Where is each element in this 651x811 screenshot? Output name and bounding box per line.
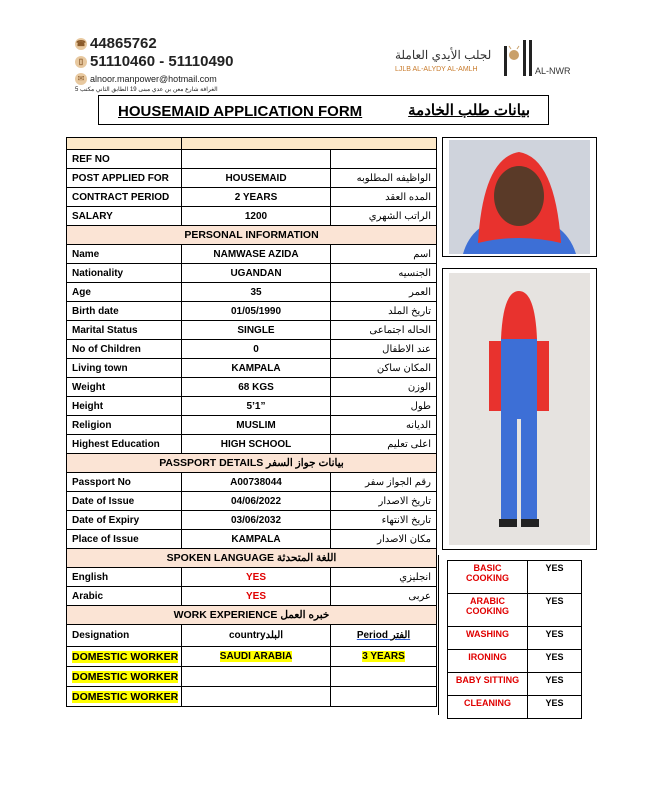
period: 3 YEARS: [362, 651, 405, 662]
phone-icon: ☎: [76, 39, 86, 48]
designation: DOMESTIC WORKER: [72, 690, 179, 703]
field-label-arabic: الجنسيه: [331, 264, 437, 283]
field-value: HIGH SCHOOL: [182, 435, 331, 454]
skill-row: [448, 650, 582, 673]
skill-value: YES: [528, 696, 582, 719]
table-row: [67, 359, 437, 378]
form-title-box: [98, 95, 549, 125]
table-row: [67, 283, 437, 302]
table-row: [67, 568, 437, 587]
field-value: KAMPALA: [182, 359, 331, 378]
table-row: [67, 397, 437, 416]
table-row: [67, 302, 437, 321]
field-value: YES: [182, 587, 331, 606]
field-label-arabic: [331, 150, 437, 169]
contact-info: [75, 35, 234, 93]
col-period: Period الفتر: [331, 625, 437, 647]
skill-value: YES: [528, 561, 582, 594]
form-title-arabic: بيانات طلب الخادمة: [408, 102, 530, 119]
logo-arabic: لجلب الأيدي العاملة: [395, 48, 492, 62]
work-row: [67, 667, 437, 687]
field-label-arabic: تاريخ الانتهاء: [331, 511, 437, 530]
work-row: [67, 647, 437, 667]
skill-label: WASHING: [448, 627, 528, 650]
field-value: KAMPALA: [182, 530, 331, 549]
designation: DOMESTIC WORKER: [72, 650, 179, 663]
table-row: [67, 188, 437, 207]
field-label: POST APPLIED FOR: [67, 169, 182, 188]
field-value: 2 YEARS: [182, 188, 331, 207]
field-value: 03/06/2032: [182, 511, 331, 530]
table-row: [67, 150, 437, 169]
address: الغرافة شارع معن بن عدي مبنى 19 الطابق الثاني مكتب 5: [75, 87, 218, 93]
field-label-arabic: رقم الجواز سفر: [331, 473, 437, 492]
table-row: [67, 530, 437, 549]
field-label: Marital Status: [67, 321, 182, 340]
field-label-arabic: عربى: [331, 587, 437, 606]
mobile-icon: ▯: [75, 56, 87, 68]
field-label-arabic: الحاله اجتماعى: [331, 321, 437, 340]
skill-row: [448, 696, 582, 719]
field-label: Religion: [67, 416, 182, 435]
table-row: [67, 264, 437, 283]
field-label-arabic: العمر: [331, 283, 437, 302]
field-label-arabic: الديانه: [331, 416, 437, 435]
phone: 44865762: [90, 35, 157, 52]
field-value: 5’1”: [182, 397, 331, 416]
field-label-arabic: اسم: [331, 245, 437, 264]
full-body-photo: [442, 268, 597, 550]
section-personal: PERSONAL INFORMATION: [67, 226, 437, 245]
form-title: HOUSEMAID APPLICATION FORM: [118, 103, 363, 120]
skill-row: [448, 673, 582, 696]
field-label: Nationality: [67, 264, 182, 283]
email-icon: ✉: [75, 73, 87, 85]
field-label-arabic: المده العقد: [331, 188, 437, 207]
table-row: [67, 378, 437, 397]
section-language: SPOKEN LANGUAGE اللغة المتحدثة: [67, 549, 437, 568]
field-label-arabic: الواظيفه المطلوبه: [331, 169, 437, 188]
field-label: No of Children: [67, 340, 182, 359]
field-label-arabic: تاريخ الاصدار: [331, 492, 437, 511]
skill-row: [448, 561, 582, 594]
skill-row: [448, 594, 582, 627]
header-cell: [182, 138, 437, 150]
field-label-arabic: عند الاطفال: [331, 340, 437, 359]
field-label: Passport No: [67, 473, 182, 492]
field-label: Date of Expiry: [67, 511, 182, 530]
table-row: [67, 435, 437, 454]
lightbulb-logo-icon: [503, 38, 533, 78]
designation: DOMESTIC WORKER: [72, 670, 179, 683]
field-label: Height: [67, 397, 182, 416]
field-label: Highest Education: [67, 435, 182, 454]
field-label-arabic: طول: [331, 397, 437, 416]
field-label: REF NO: [67, 150, 182, 169]
section-work: WORK EXPERIENCE خبره العمل: [67, 606, 437, 625]
field-label-arabic: اعلى تعليم: [331, 435, 437, 454]
field-label: SALARY: [67, 207, 182, 226]
field-label: Name: [67, 245, 182, 264]
field-value: HOUSEMAID: [182, 169, 331, 188]
field-label: Weight: [67, 378, 182, 397]
field-value: UGANDAN: [182, 264, 331, 283]
field-value: 0: [182, 340, 331, 359]
field-value: SINGLE: [182, 321, 331, 340]
field-label: Birth date: [67, 302, 182, 321]
field-value: MUSLIM: [182, 416, 331, 435]
field-value: 1200: [182, 207, 331, 226]
logo-name: AL-NWR: [535, 66, 571, 76]
field-label: English: [67, 568, 182, 587]
mobiles: 51110460 - 51110490: [90, 53, 234, 70]
skill-label: BABY SITTING: [448, 673, 528, 696]
field-label-arabic: المكان ساكن: [331, 359, 437, 378]
field-value: 04/06/2022: [182, 492, 331, 511]
skill-label: CLEANING: [448, 696, 528, 719]
header-cell: [67, 138, 182, 150]
field-label-arabic: تاريخ الملد: [331, 302, 437, 321]
table-row: [67, 321, 437, 340]
field-label-arabic: الراتب الشهري: [331, 207, 437, 226]
field-label: CONTRACT PERIOD: [67, 188, 182, 207]
field-value: [182, 150, 331, 169]
field-label-arabic: مكان الاصدار: [331, 530, 437, 549]
skill-row: [448, 627, 582, 650]
skills-table: [447, 560, 582, 719]
skill-value: YES: [528, 673, 582, 696]
field-value: 68 KGS: [182, 378, 331, 397]
table-row: [67, 245, 437, 264]
skill-label: IRONING: [448, 650, 528, 673]
col-designation: Designation: [67, 625, 182, 647]
skill-label: BASIC COOKING: [448, 561, 528, 594]
field-label: Place of Issue: [67, 530, 182, 549]
logo-english: LJLB AL-ALYDY AL-AMLH: [395, 66, 478, 73]
portrait-photo: [442, 137, 597, 257]
email: alnoor.manpower@hotmail.com: [90, 74, 217, 84]
application-table: [66, 137, 437, 707]
skill-label: ARABIC COOKING: [448, 594, 528, 627]
work-row: [67, 687, 437, 707]
table-row: [67, 511, 437, 530]
table-row: [67, 416, 437, 435]
table-row: [67, 340, 437, 359]
skill-value: YES: [528, 594, 582, 627]
col-country: countryالبلد: [182, 625, 331, 647]
field-label: Age: [67, 283, 182, 302]
field-value: 35: [182, 283, 331, 302]
company-logo: [395, 38, 580, 83]
field-label: Date of Issue: [67, 492, 182, 511]
field-value: NAMWASE AZIDA: [182, 245, 331, 264]
field-label: Arabic: [67, 587, 182, 606]
skill-value: YES: [528, 627, 582, 650]
table-row: [67, 169, 437, 188]
section-passport: PASSPORT DETAILS بيانات جواز السفر: [67, 454, 437, 473]
table-row: [67, 587, 437, 606]
table-row: [67, 473, 437, 492]
field-value: YES: [182, 568, 331, 587]
field-value: 01/05/1990: [182, 302, 331, 321]
field-label: Living town: [67, 359, 182, 378]
skill-value: YES: [528, 650, 582, 673]
table-row: [67, 492, 437, 511]
country: SAUDI ARABIA: [219, 651, 293, 662]
field-label-arabic: الوزن: [331, 378, 437, 397]
table-row: [67, 207, 437, 226]
field-label-arabic: انجليزي: [331, 568, 437, 587]
field-value: A00738044: [182, 473, 331, 492]
divider: [438, 555, 439, 715]
